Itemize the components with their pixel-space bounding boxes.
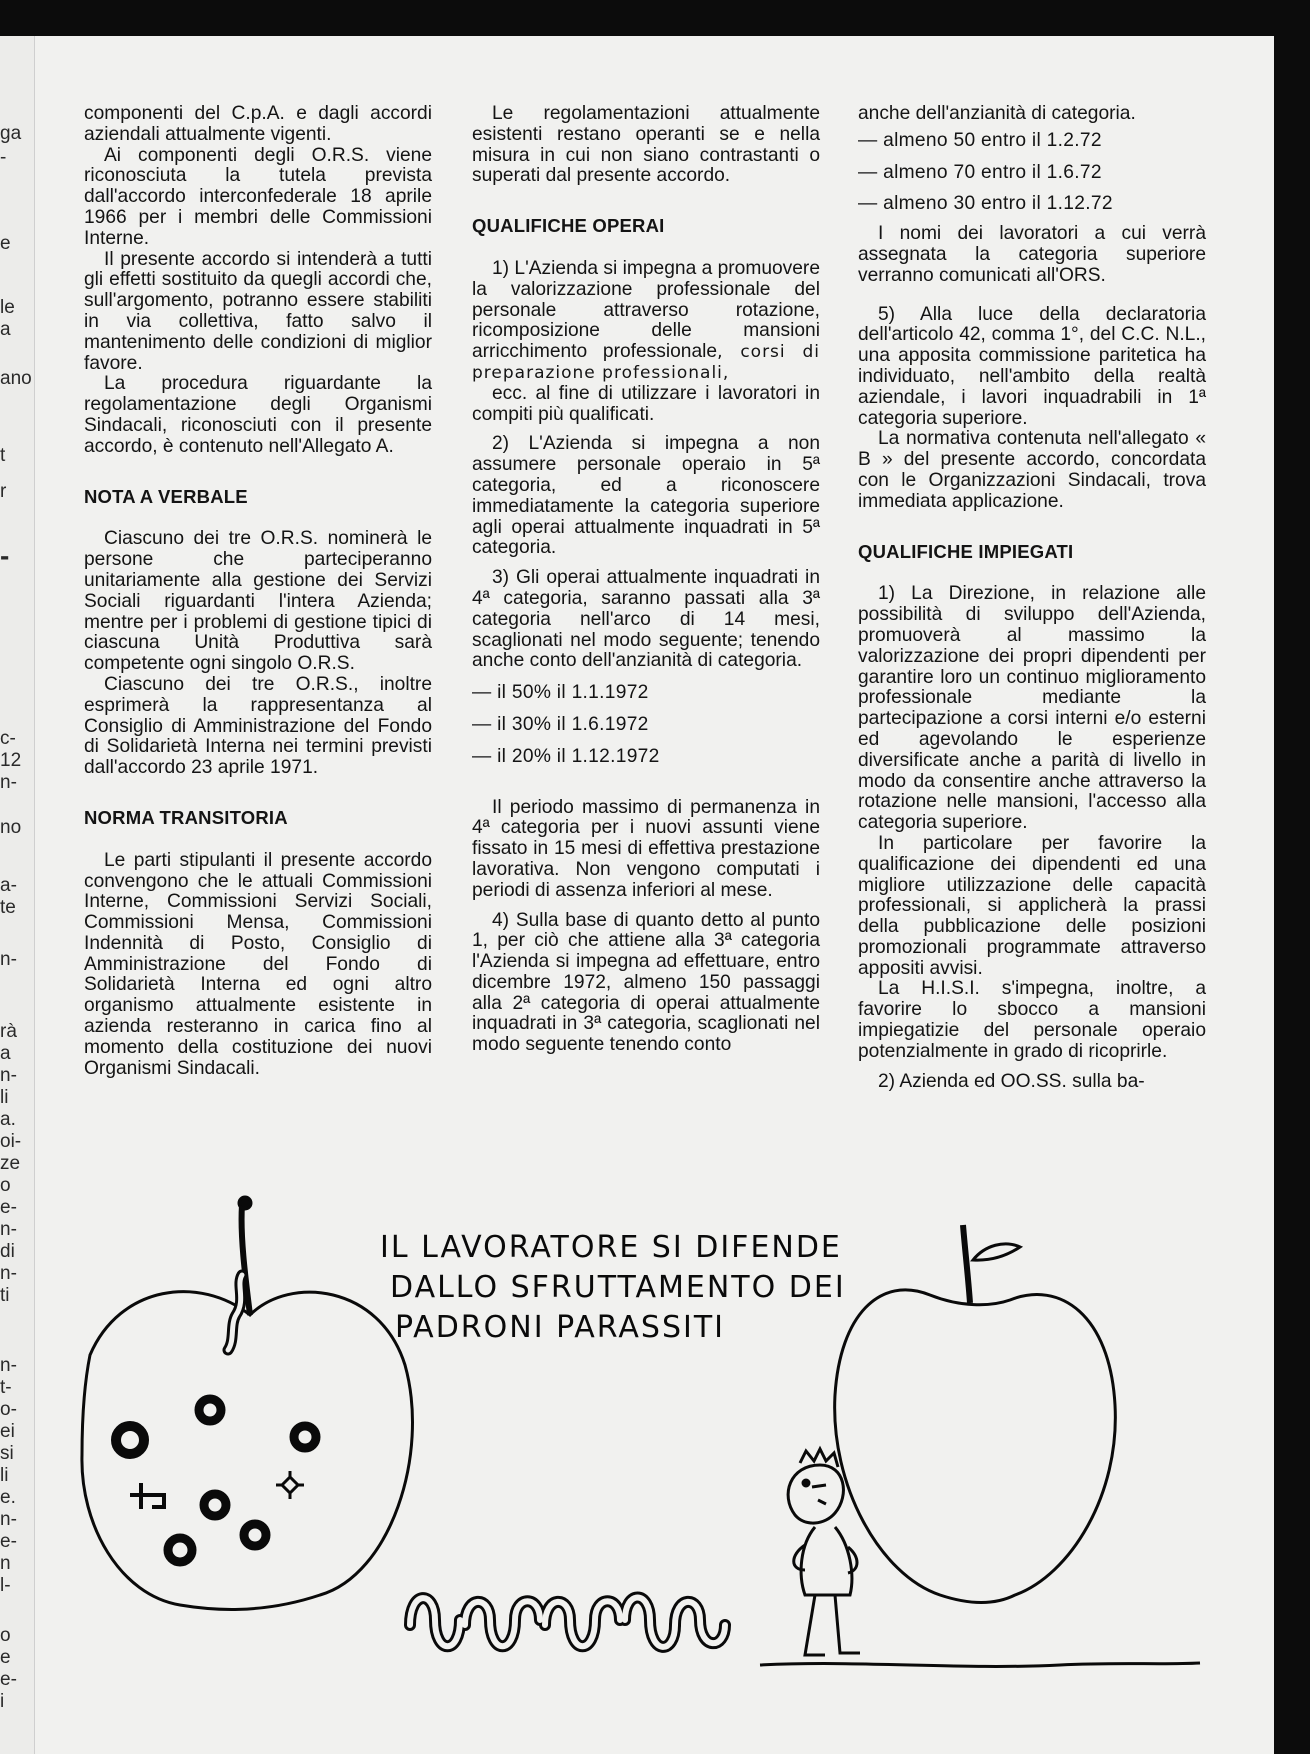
margin-fragment: n- [0,1263,17,1284]
margin-fragment: oi- [0,1131,22,1152]
margin-fragment: a- [0,875,17,896]
margin-fragment: 12 [0,750,22,771]
margin-fragment: o [0,1625,11,1646]
rotten-apple-drawing [82,1197,413,1609]
list-item: — almeno 50 entro il 1.2.72 [858,129,1102,151]
margin-fragment: le [0,297,15,318]
margin-fragment: l- [0,1575,11,1596]
margin-fragment: n- [0,772,17,793]
margin-fragment: n- [0,1355,17,1376]
paragraph [472,259,820,384]
healthy-apple-drawing [835,1225,1116,1603]
adjacent-page-strip [0,36,35,1754]
margin-fragment: c- [0,728,16,749]
margin-fragment: e- [0,1531,17,1552]
margin-fragment: si [0,1443,14,1464]
margin-fragment: e- [0,1197,17,1218]
paragraph: ecc. al fine di utilizzare i lavoratori in compiti più qualificati. [472,382,820,425]
cartoon-illustration [60,1165,1260,1700]
worker-figure-drawing [760,1449,1200,1666]
margin-fragment: a. [0,1109,16,1130]
margin-fragment: di [0,1241,15,1262]
paragraph: In particolare per favorire la qualificazione dei dipendenti ed una migliore utilizzazione delle capacità professionali, si applicherà la prassi della pubblicazione delle posizioni promozionali programmate attraverso appositi avvisi. [858,832,1206,979]
paragraph: La procedura riguardante la regolamentazione degli Organismi Sindacali, riconosciuti con il presente accordo, è contenuto nell'Allegato A. [84,373,432,457]
margin-fragment: rà [0,1021,17,1042]
paragraph: Ciascuno dei tre O.R.S. nominerà le persone che parteciperanno unitariamente alla gestione dei Servizi Sociali riguardanti l'intera Azienda; mentre per i problemi di gestione tipici di ciascuna Unità Produttiva sarà competente ogni singolo O.R.S. [84,528,432,675]
margin-fragment: n [0,1553,11,1574]
margin-fragment: n- [0,949,17,970]
margin-fragment: n- [0,1509,17,1530]
cartoon-caption-line-1: IL LAVORATORE SI DIFENDE [380,1230,842,1265]
section-heading-nota-a-verbale: NOTA A VERBALE [84,485,248,507]
paragraph: I nomi dei lavoratori a cui verrà assegnata la categoria superiore verranno comunicati all'ORS. [858,223,1206,286]
paragraph: 5) Alla luce della declaratoria dell'articolo 42, comma 1°, del C.C. N.L., una apposita commissione paritetica ha individuato, nell'ambito della realtà aziendale, i lavori inquadrabili in 1ª categoria superiore. [858,303,1206,429]
margin-fragment: ze [0,1153,21,1174]
margin-fragment: i [0,1691,5,1712]
margin-fragment: - [0,147,7,168]
margin-fragment: n- [0,1065,17,1086]
handwritten-insertion: , corsi di preparazione professionali, [472,342,820,383]
paragraph-text: 1) L'Azienda si impegna a promuovere la valorizzazione professionale del personale attraverso rotazione, ricomposizione delle mansioni arricchimento professionale [472,257,820,363]
margin-fragment: e- [0,1669,17,1690]
paragraph: La H.I.S.I. s'impegna, inoltre, a favorire lo sbocco a mansioni impiegatizie del personale operaio potenzialmente in grado di ricoprirle. [858,978,1206,1062]
list-item: — almeno 30 entro il 1.12.72 [858,193,1113,215]
paragraph: anche dell'anzianità di categoria. [858,103,1136,124]
paragraph: Il presente accordo si intenderà a tutti gli effetti sostituito da quegli accordi che, sull'argomento, potranno essere stabiliti in via collettiva, fatto salvo il mantenimento delle condizioni di miglior favore. [84,248,432,374]
paragraph: componenti del C.p.A. e dagli accordi aziendali attualmente vigenti. [84,103,432,145]
list-item: — il 30% il 1.6.1972 [472,713,649,735]
paragraph: Il periodo massimo di permanenza in 4ª categoria per i nuovi assunti viene fissato in 15 mesi di effettiva prestazione lavorativa. Non vengono computati i periodi di assenza inferiori al mese. [472,796,820,901]
paragraph: 3) Gli operai attualmente inquadrati in 4ª categoria, saranno passati alla 3ª categoria nell'arco di 14 mesi, scaglionati nel modo seguente; tenendo anche conto dell'anzianità di categoria. [472,567,820,672]
margin-fragment: - [0,540,10,571]
paragraph: Le regolamentazioni attualmente esistenti restano operanti se e nella misura in cui non siano contrastanti o superati dal presente accordo. [472,103,820,187]
margin-fragment: o- [0,1399,17,1420]
quota-schedule-list [858,131,1206,215]
paragraph: Ai componenti degli O.R.S. viene riconosciuta la tutela prevista dall'accordo interconfederale 18 aprile 1966 per i membri delle Commissioni Interne. [84,144,432,249]
date-schedule-list [472,683,820,767]
section-heading-qualifiche-impiegati: QUALIFICHE IMPIEGATI [858,540,1074,562]
paragraph: 1) La Direzione, in relazione alle possibilità di sviluppo dell'Azienda, promuoverà al massimo la valorizzazione dei propri dipendenti per garantire loro un continuo miglioramento professionale mediante la partecipazione a corsi interni e/o esterni ed agevolando le esperienze diversificate anche a parità di livello in modo da consentire anche attraverso la rotazione nelle mansioni, l'accesso alla categoria superiore. [858,583,1206,834]
margin-fragment: o [0,1175,11,1196]
paragraph: Ciascuno dei tre O.R.S., inoltre esprimerà la rappresentanza al Consiglio di Amministrazione del Fondo di Solidarietà Interna nei termini previsti dall'accordo 23 aprile 1971. [84,673,432,779]
cartoon-caption-line-3: PADRONI PARASSITI [395,1310,726,1345]
paragraph: La normativa contenuta nell'allegato « B » del presente accordo, concordata con le Organizzazioni Sindacali, trova immediata applicazione. [858,428,1206,512]
margin-fragment: n- [0,1219,17,1240]
list-item: — almeno 70 entro il 1.6.72 [858,161,1102,183]
right-scan-border [1274,0,1310,1754]
margin-fragment: li [0,1087,9,1108]
margin-fragment: e. [0,1487,16,1508]
margin-fragment: e [0,233,11,254]
margin-fragment: ga [0,123,22,144]
text-column-3 [858,104,1206,1092]
margin-fragment: e [0,1647,11,1668]
margin-fragment: t [0,445,6,466]
section-heading-qualifiche-operai: QUALIFICHE OPERAI [472,215,665,237]
margin-fragment: a [0,1043,11,1064]
list-item: — il 20% il 1.12.1972 [472,745,660,767]
paragraph: 2) Azienda ed OO.SS. sulla ba- [878,1070,1145,1092]
margin-fragment: ei [0,1421,15,1442]
text-column-2 [472,104,820,1056]
margin-fragment: ano [0,368,32,389]
top-scan-border [0,0,1310,36]
margin-fragment: ti [0,1285,10,1306]
list-item: — il 50% il 1.1.1972 [472,682,649,704]
margin-fragment: te [0,897,16,918]
section-heading-norma-transitoria: NORMA TRANSITORIA [84,806,288,828]
cartoon-caption-line-2: DALLO SFRUTTAMENTO DEI [390,1270,846,1305]
margin-fragment: t- [0,1377,12,1398]
text-column-1 [84,104,432,1079]
margin-fragment: a [0,319,11,340]
paragraph: 4) Sulla base di quanto detto al punto 1, per ciò che attiene alla 3ª categoria l'Azienda si impegna ad effettuare, entro dicembre 1972, almeno 150 passaggi alla 2ª categoria di operai attualmente inquadrati in 3ª categoria, scaglionati nel modo seguente tenendo conto [472,909,820,1056]
margin-fragment: li [0,1465,9,1486]
margin-fragment: no [0,817,22,838]
paragraph: 2) L'Azienda si impegna a non assumere personale operaio in 5ª categoria, ed a riconoscere immediatamente la categoria superiore agli operai attualmente inquadrati in 5ª categoria. [472,433,820,559]
paragraph: Le parti stipulanti il presente accordo convengono che le attuali Commissioni Interne, Commissioni Servizi Sociali, Commissioni Mensa, Commissioni Indennità di Posto, Consiglio di Amministrazione del Fondo di Solidarietà Interna ed ogni altro organismo attualmente esistente in azienda resteranno in carica fino al momento della costituzione dei nuovi Organismi Sindacali. [84,849,432,1079]
margin-fragment: r [0,481,7,502]
